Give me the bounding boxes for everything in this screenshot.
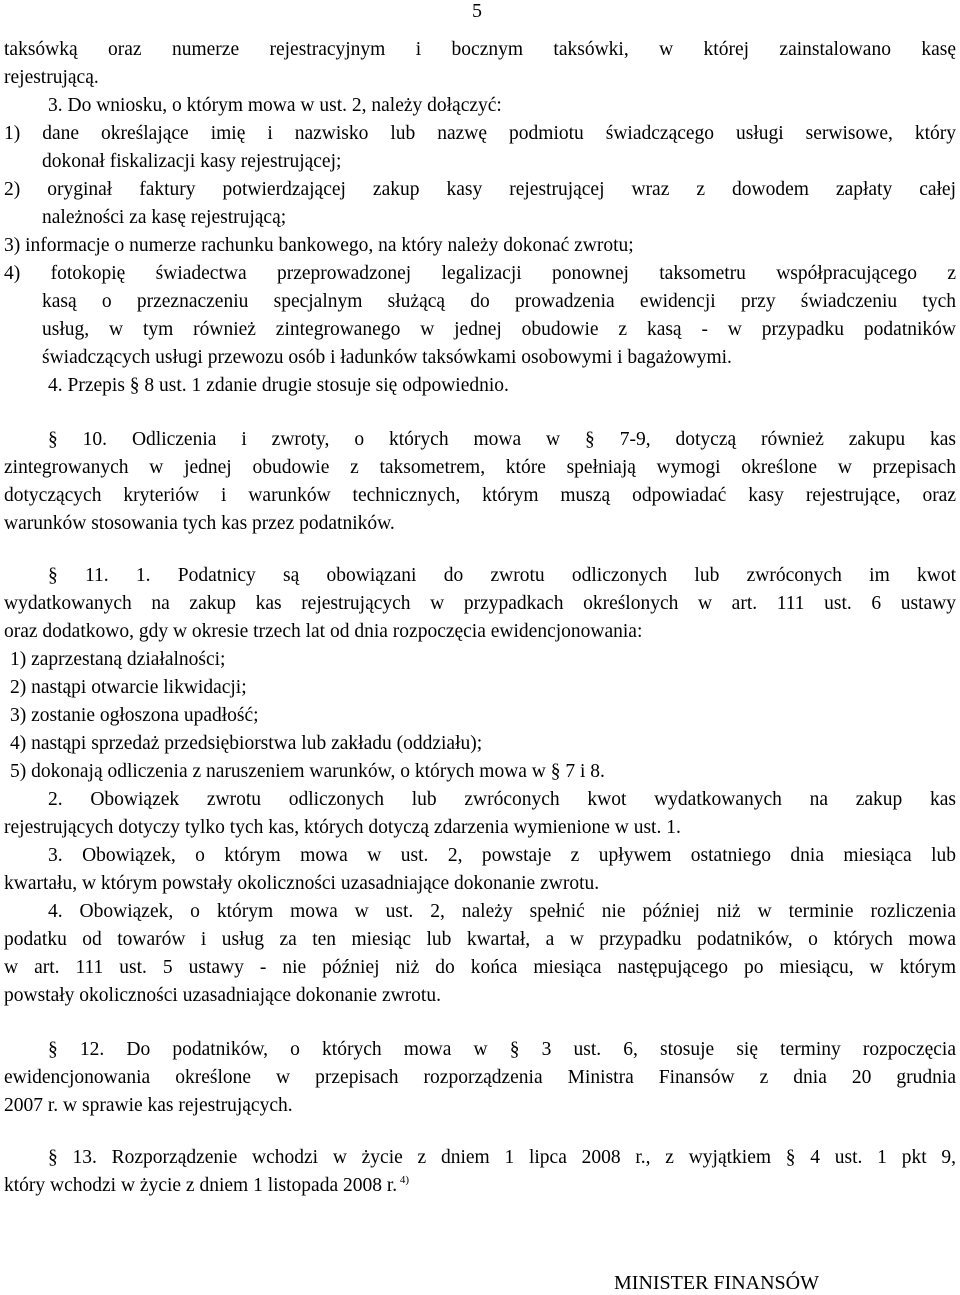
text-line-content: 4) fotokopię świadectwa przeprowadzonej legalizacji ponownej taksometru współpracującego z <box>4 263 956 284</box>
text-line <box>42 204 956 232</box>
text-line-content: w art. 111 ust. 5 ustawy - nie później niż do końca miesiąca następującego po miesiącu, w którym <box>4 957 956 978</box>
text-line-content: 2) oryginał faktury potwierdzającej zakup kasy rejestrującej wraz z dowodem zapłaty całej <box>4 179 956 200</box>
text-line <box>4 36 956 64</box>
text-line <box>4 1092 956 1120</box>
page-number: 5 <box>472 0 482 22</box>
text-line <box>4 482 956 510</box>
text-line-content: podatku od towarów i usług za ten miesiąc lub kwartał, a w przypadku podatników, o których mowa <box>4 929 956 950</box>
text-line <box>10 730 956 758</box>
text-line <box>4 232 956 260</box>
text-line <box>4 870 956 898</box>
text-line-content: dotyczących kryteriów i warunków technicznych, którym muszą odpowiadać kasy rejestrujące, oraz <box>4 485 956 506</box>
text-line <box>4 510 956 538</box>
text-line <box>48 842 956 870</box>
signature: MINISTER FINANSÓW <box>614 1272 819 1294</box>
text-line-content: rejestrującą. <box>4 67 99 88</box>
text-line-content: świadczących usługi przewozu osób i ładunków taksówkami osobowymi i bagażowymi. <box>42 347 732 368</box>
text-line <box>4 926 956 954</box>
text-line-content: 4. Obowiązek, o którym mowa w ust. 2, należy spełnić nie później niż w terminie rozliczenia <box>48 901 956 922</box>
text-line <box>4 618 956 646</box>
text-line <box>4 814 956 842</box>
text-line <box>48 1036 956 1064</box>
text-line <box>4 64 956 92</box>
text-line <box>4 260 956 288</box>
footnote-marker: 4) <box>397 1174 410 1186</box>
text-line-content: 3) informacje o numerze rachunku bankowego, na który należy dokonać zwrotu; <box>4 235 634 256</box>
text-line <box>4 176 956 204</box>
text-line-content: 1) dane określające imię i nazwisko lub nazwę podmiotu świadczącego usługi serwisowe, który <box>4 123 956 144</box>
text-line-content: zintegrowanych w jednej obudowie z taksometrem, które spełniają wymogi określone w przepisach <box>4 457 956 478</box>
text-line-content: 4) nastąpi sprzedaż przedsiębiorstwa lub zakładu (oddziału); <box>10 733 483 754</box>
text-line-content: 3. Obowiązek, o którym mowa w ust. 2, powstaje z upływem ostatniego dnia miesiąca lub <box>48 845 956 866</box>
text-line <box>48 426 956 454</box>
text-line-content: rejestrujących dotyczy tylko tych kas, których dotyczą zdarzenia wymienione w ust. 1. <box>4 817 681 838</box>
text-line <box>42 288 956 316</box>
text-line-content: 1) zaprzestaną działalności; <box>10 649 226 670</box>
text-line-content: 3) zostanie ogłoszona upadłość; <box>10 705 259 726</box>
text-line-content: dokonał fiskalizacji kasy rejestrującej; <box>42 151 342 172</box>
text-line-content: 2. Obowiązek zwrotu odliczonych lub zwróconych kwot wydatkowanych na zakup kas <box>48 789 956 810</box>
text-line <box>10 758 956 786</box>
text-line <box>48 786 956 814</box>
text-line-content: 5) dokonają odliczenia z naruszeniem warunków, o których mowa w § 7 i 8. <box>10 761 605 782</box>
text-line <box>48 1144 956 1172</box>
text-line <box>42 344 956 372</box>
text-line <box>10 674 956 702</box>
text-line <box>4 1172 956 1200</box>
text-line <box>4 590 956 618</box>
text-line <box>42 148 956 176</box>
text-line <box>48 898 956 926</box>
text-line-content: 2007 r. w sprawie kas rejestrujących. <box>4 1095 293 1116</box>
text-line <box>10 702 956 730</box>
text-line <box>48 372 956 400</box>
text-line-content: kasą o przeznaczeniu specjalnym służącą do prowadzenia ewidencji przy świadczeniu tych <box>42 291 956 312</box>
text-line-content: 3. Do wniosku, o którym mowa w ust. 2, należy dołączyć: <box>48 95 502 116</box>
text-line-content: który wchodzi w życie z dniem 1 listopada 2008 r. <box>4 1175 398 1196</box>
text-line-content: należności za kasę rejestrującą; <box>42 207 287 228</box>
text-line-content: powstały okoliczności uzasadniające dokonanie zwrotu. <box>4 985 441 1006</box>
text-line-content: § 13. Rozporządzenie wchodzi w życie z dniem 1 lipca 2008 r., z wyjątkiem § 4 ust. 1 pkt 9, <box>48 1147 956 1168</box>
text-line <box>42 316 956 344</box>
text-line <box>4 1064 956 1092</box>
text-line <box>4 982 956 1010</box>
text-line <box>10 646 956 674</box>
text-line <box>48 92 956 120</box>
text-line-content: § 10. Odliczenia i zwroty, o których mowa w § 7-9, dotyczą również zakupu kas <box>48 429 956 450</box>
text-line-content: oraz dodatkowo, gdy w okresie trzech lat od dnia rozpoczęcia ewidencjonowania: <box>4 621 643 642</box>
text-line-content: ewidencjonowania określone w przepisach rozporządzenia Ministra Finansów z dnia 20 grudnia <box>4 1067 956 1088</box>
text-line <box>4 954 956 982</box>
text-line <box>48 562 956 590</box>
text-line-content: § 12. Do podatników, o których mowa w § 3 ust. 6, stosuje się terminy rozpoczęcia <box>48 1039 956 1060</box>
text-line-content: taksówką oraz numerze rejestracyjnym i bocznym taksówki, w której zainstalowano kasę <box>4 39 956 60</box>
text-line-content: 2) nastąpi otwarcie likwidacji; <box>10 677 247 698</box>
text-line <box>4 454 956 482</box>
text-line-content: warunków stosowania tych kas przez podatników. <box>4 513 395 534</box>
text-line-content: § 11. 1. Podatnicy są obowiązani do zwrotu odliczonych lub zwróconych im kwot <box>48 565 956 586</box>
text-line <box>4 120 956 148</box>
text-line-content: usług, w tym również zintegrowanego w jednej obudowie z kasą - w przypadku podatników <box>42 319 956 340</box>
text-line-content: kwartału, w którym powstały okoliczności uzasadniające dokonanie zwrotu. <box>4 873 600 894</box>
text-line-content: 4. Przepis § 8 ust. 1 zdanie drugie stosuje się odpowiednio. <box>48 375 509 396</box>
text-line-content: wydatkowanych na zakup kas rejestrujących w przypadkach określonych w art. 111 ust. 6 ustawy <box>4 593 956 614</box>
